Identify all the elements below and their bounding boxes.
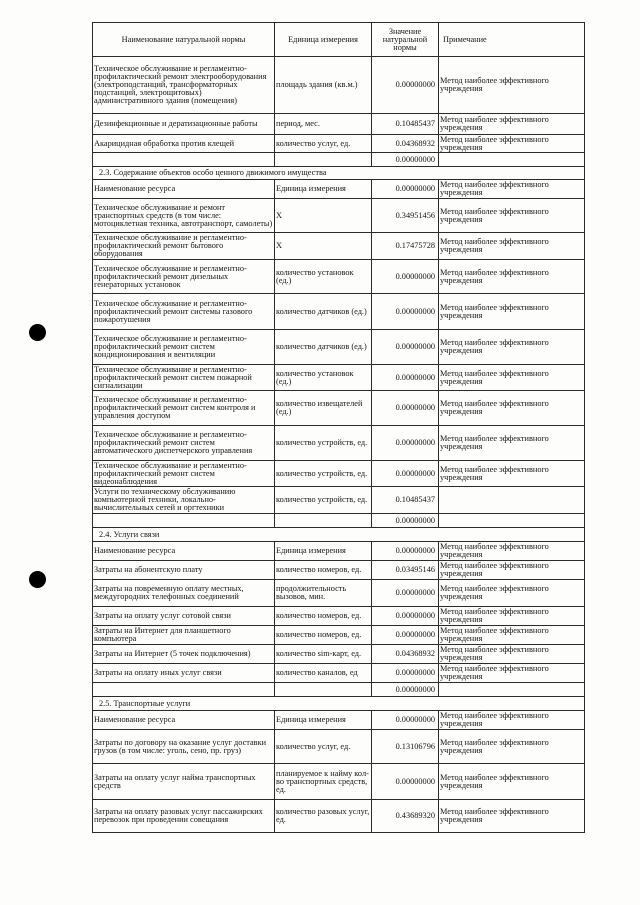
table-row bbox=[93, 199, 585, 233]
unit-of-measure: Единица измерения bbox=[275, 542, 372, 561]
resource-name: Техническое обслуживание и регламентно-профилактический ремонт дизельных генераторных установок bbox=[93, 260, 275, 294]
note: Метод наиболее эффективного учреждения bbox=[439, 580, 585, 607]
header-note: Примечание bbox=[439, 23, 585, 57]
resource-name: Затраты на оплату услуг сотовой связи bbox=[93, 607, 275, 626]
resource-name: Наименование ресурса bbox=[93, 180, 275, 199]
table-row bbox=[93, 461, 585, 487]
unit-of-measure: количество установок (ед.) bbox=[275, 365, 372, 391]
note: Метод наиболее эффективного учреждения bbox=[439, 180, 585, 199]
subtotal-value: 0.00000000 bbox=[372, 153, 439, 167]
norm-value: 0.43689320 bbox=[372, 800, 439, 833]
unit-of-measure: количество датчиков (ед.) bbox=[275, 294, 372, 330]
unit-of-measure: планируемое к найму кол-во транспортных средств, ед. bbox=[275, 764, 372, 800]
norm-value: 0.00000000 bbox=[372, 391, 439, 426]
unit-of-measure: количество разовых услуг, ед. bbox=[275, 800, 372, 833]
norm-value: 0.17475728 bbox=[372, 233, 439, 260]
section-title: 2.5. Транспортные услуги bbox=[93, 697, 585, 711]
note: Метод наиболее эффективного учреждения bbox=[439, 135, 585, 153]
norm-value: 0.00000000 bbox=[372, 542, 439, 561]
unit-of-measure: Х bbox=[275, 199, 372, 233]
norm-value: 0.00000000 bbox=[372, 57, 439, 114]
note: Метод наиболее эффективного учреждения bbox=[439, 664, 585, 683]
unit-of-measure: количество каналов, ед bbox=[275, 664, 372, 683]
resource-name: Затраты на Интернет для планшетного компьютера bbox=[93, 626, 275, 645]
note: Метод наиболее эффективного учреждения bbox=[439, 57, 585, 114]
table-header-row bbox=[93, 23, 585, 57]
note: Метод наиболее эффективного учреждения bbox=[439, 365, 585, 391]
note: Метод наиболее эффективного учреждения bbox=[439, 391, 585, 426]
unit-of-measure: количество установок (ед.) bbox=[275, 260, 372, 294]
header-value: Значение натуральной нормы bbox=[372, 23, 439, 57]
norm-value: 0.10485437 bbox=[372, 114, 439, 135]
unit-of-measure: количество устройств, ед. bbox=[275, 426, 372, 461]
note: Метод наиболее эффективного учреждения bbox=[439, 260, 585, 294]
resource-name: Затраты по договору на оказание услуг доставки грузов (в том числе: уголь, сено, пр. груз) bbox=[93, 730, 275, 764]
table-row bbox=[93, 711, 585, 730]
norm-value: 0.00000000 bbox=[372, 626, 439, 645]
norm-value: 0.00000000 bbox=[372, 607, 439, 626]
binder-hole bbox=[29, 324, 46, 341]
note: Метод наиболее эффективного учреждения bbox=[439, 542, 585, 561]
subtotal-row bbox=[93, 683, 585, 697]
resource-name: Техническое обслуживание и регламентно-профилактический ремонт системы газового пожаротушения bbox=[93, 294, 275, 330]
resource-name: Дезинфекционные и дератизационные работы bbox=[93, 114, 275, 135]
unit-of-measure: продолжительность вызовов, мин. bbox=[275, 580, 372, 607]
resource-name: Техническое обслуживание и регламентно-профилактический ремонт систем автоматического диспетчерского управления bbox=[93, 426, 275, 461]
norms-table-body bbox=[93, 23, 585, 833]
table-row bbox=[93, 365, 585, 391]
unit-of-measure: количество sim-карт, ед. bbox=[275, 645, 372, 664]
subtotal-value: 0.00000000 bbox=[372, 514, 439, 528]
norm-value: 0.00000000 bbox=[372, 426, 439, 461]
note: Метод наиболее эффективного учреждения bbox=[439, 764, 585, 800]
note: Метод наиболее эффективного учреждения bbox=[439, 426, 585, 461]
note: Метод наиболее эффективного учреждения bbox=[439, 561, 585, 580]
table-row bbox=[93, 645, 585, 664]
note: Метод наиболее эффективного учреждения bbox=[439, 626, 585, 645]
unit-of-measure: количество устройств, ед. bbox=[275, 487, 372, 514]
note bbox=[439, 487, 585, 514]
section-title: 2.4. Услуги связи bbox=[93, 528, 585, 542]
resource-name: Затраты на повременную оплату местных, междугородних телефонных соединений bbox=[93, 580, 275, 607]
section-row bbox=[93, 697, 585, 711]
table-row bbox=[93, 330, 585, 365]
unit-of-measure: Единица измерения bbox=[275, 180, 372, 199]
unit-of-measure: количество устройств, ед. bbox=[275, 461, 372, 487]
unit-of-measure: количество номеров, ед. bbox=[275, 561, 372, 580]
section-row bbox=[93, 167, 585, 180]
section-title: 2.3. Содержание объектов особо ценного движимого имущества bbox=[93, 167, 585, 180]
subtotal-name-cell bbox=[93, 153, 275, 167]
table-row bbox=[93, 114, 585, 135]
norm-value: 0.00000000 bbox=[372, 330, 439, 365]
table-row bbox=[93, 607, 585, 626]
subtotal-unit-cell bbox=[275, 153, 372, 167]
note: Метод наиболее эффективного учреждения bbox=[439, 233, 585, 260]
table-row bbox=[93, 664, 585, 683]
norm-value: 0.10485437 bbox=[372, 487, 439, 514]
unit-of-measure: количество услуг, ед. bbox=[275, 730, 372, 764]
resource-name: Затраты на оплату услуг найма транспортных средств bbox=[93, 764, 275, 800]
subtotal-row bbox=[93, 514, 585, 528]
header-unit: Единица измерения bbox=[275, 23, 372, 57]
unit-of-measure: Единица измерения bbox=[275, 711, 372, 730]
norm-value: 0.00000000 bbox=[372, 461, 439, 487]
note: Метод наиболее эффективного учреждения bbox=[439, 294, 585, 330]
norm-value: 0.00000000 bbox=[372, 365, 439, 391]
norm-value: 0.00000000 bbox=[372, 180, 439, 199]
table-row bbox=[93, 57, 585, 114]
subtotal-unit-cell bbox=[275, 683, 372, 697]
subtotal-name-cell bbox=[93, 683, 275, 697]
note: Метод наиболее эффективного учреждения bbox=[439, 330, 585, 365]
table-row bbox=[93, 294, 585, 330]
section-row bbox=[93, 528, 585, 542]
table-row bbox=[93, 260, 585, 294]
resource-name: Затраты на оплату разовых услуг пассажирских перевозок при проведении совещания bbox=[93, 800, 275, 833]
table-row bbox=[93, 391, 585, 426]
subtotal-unit-cell bbox=[275, 514, 372, 528]
unit-of-measure: количество датчиков (ед.) bbox=[275, 330, 372, 365]
unit-of-measure: период, мес. bbox=[275, 114, 372, 135]
unit-of-measure: площадь здания (кв.м.) bbox=[275, 57, 372, 114]
table-row bbox=[93, 233, 585, 260]
resource-name: Техническое обслуживание и регламентно-профилактический ремонт бытового оборудования bbox=[93, 233, 275, 260]
table-row bbox=[93, 626, 585, 645]
note: Метод наиболее эффективного учреждения bbox=[439, 199, 585, 233]
norm-value: 0.04368932 bbox=[372, 645, 439, 664]
table-row bbox=[93, 542, 585, 561]
norm-value: 0.00000000 bbox=[372, 664, 439, 683]
table-row bbox=[93, 426, 585, 461]
table-row bbox=[93, 580, 585, 607]
subtotal-note-cell bbox=[439, 683, 585, 697]
norm-value: 0.04368932 bbox=[372, 135, 439, 153]
binder-hole bbox=[29, 571, 46, 588]
table-row bbox=[93, 764, 585, 800]
subtotal-name-cell bbox=[93, 514, 275, 528]
note: Метод наиболее эффективного учреждения bbox=[439, 461, 585, 487]
norm-value: 0.00000000 bbox=[372, 764, 439, 800]
table-row bbox=[93, 730, 585, 764]
norm-value: 0.13106796 bbox=[372, 730, 439, 764]
resource-name: Затраты на абонентскую плату bbox=[93, 561, 275, 580]
note: Метод наиболее эффективного учреждения bbox=[439, 711, 585, 730]
resource-name: Затраты на оплату иных услуг связи bbox=[93, 664, 275, 683]
norm-value: 0.03495146 bbox=[372, 561, 439, 580]
resource-name: Акарицидная обработка против клещей bbox=[93, 135, 275, 153]
resource-name: Наименование ресурса bbox=[93, 711, 275, 730]
table-row bbox=[93, 561, 585, 580]
table-row bbox=[93, 487, 585, 514]
note: Метод наиболее эффективного учреждения bbox=[439, 645, 585, 664]
resource-name: Техническое обслуживание и регламентно-профилактический ремонт систем видеонаблюдения bbox=[93, 461, 275, 487]
note: Метод наиболее эффективного учреждения bbox=[439, 800, 585, 833]
resource-name: Услуги по техническому обслуживанию компьютерной техники, локально-вычислительных сетей и оргтехники bbox=[93, 487, 275, 514]
unit-of-measure: количество номеров, ед. bbox=[275, 626, 372, 645]
subtotal-note-cell bbox=[439, 514, 585, 528]
note: Метод наиболее эффективного учреждения bbox=[439, 730, 585, 764]
subtotal-value: 0.00000000 bbox=[372, 683, 439, 697]
table-row bbox=[93, 135, 585, 153]
norm-value: 0.34951456 bbox=[372, 199, 439, 233]
resource-name: Затраты на Интернет (5 точек подключения) bbox=[93, 645, 275, 664]
header-name: Наименование натуральной нормы bbox=[93, 23, 275, 57]
table-row bbox=[93, 800, 585, 833]
subtotal-row bbox=[93, 153, 585, 167]
resource-name: Техническое обслуживание и регламентно-профилактический ремонт систем кондиционирования и вентиляции bbox=[93, 330, 275, 365]
resource-name: Техническое обслуживание и регламентно-профилактический ремонт электрооборудования (электроподстанций, трансформаторных подстанций, электрощитовых) административного здания (помещения) bbox=[93, 57, 275, 114]
resource-name: Наименование ресурса bbox=[93, 542, 275, 561]
resource-name: Техническое обслуживание и ремонт транспортных средств (в том числе: мотоциклетная техника, автотранспорт, самолеты) bbox=[93, 199, 275, 233]
norm-value: 0.00000000 bbox=[372, 260, 439, 294]
unit-of-measure: количество услуг, ед. bbox=[275, 135, 372, 153]
unit-of-measure: количество извещателей (ед.) bbox=[275, 391, 372, 426]
norm-value: 0.00000000 bbox=[372, 294, 439, 330]
unit-of-measure: Х bbox=[275, 233, 372, 260]
subtotal-note-cell bbox=[439, 153, 585, 167]
norm-value: 0.00000000 bbox=[372, 711, 439, 730]
note: Метод наиболее эффективного учреждения bbox=[439, 607, 585, 626]
table-row bbox=[93, 180, 585, 199]
resource-name: Техническое обслуживание и регламентно-профилактический ремонт систем контроля и управления доступом bbox=[93, 391, 275, 426]
norm-value: 0.00000000 bbox=[372, 580, 439, 607]
norms-table bbox=[92, 22, 585, 833]
note: Метод наиболее эффективного учреждения bbox=[439, 114, 585, 135]
unit-of-measure: количество номеров, ед. bbox=[275, 607, 372, 626]
resource-name: Техническое обслуживание и регламентно-профилактический ремонт систем пожарной сигнализации bbox=[93, 365, 275, 391]
